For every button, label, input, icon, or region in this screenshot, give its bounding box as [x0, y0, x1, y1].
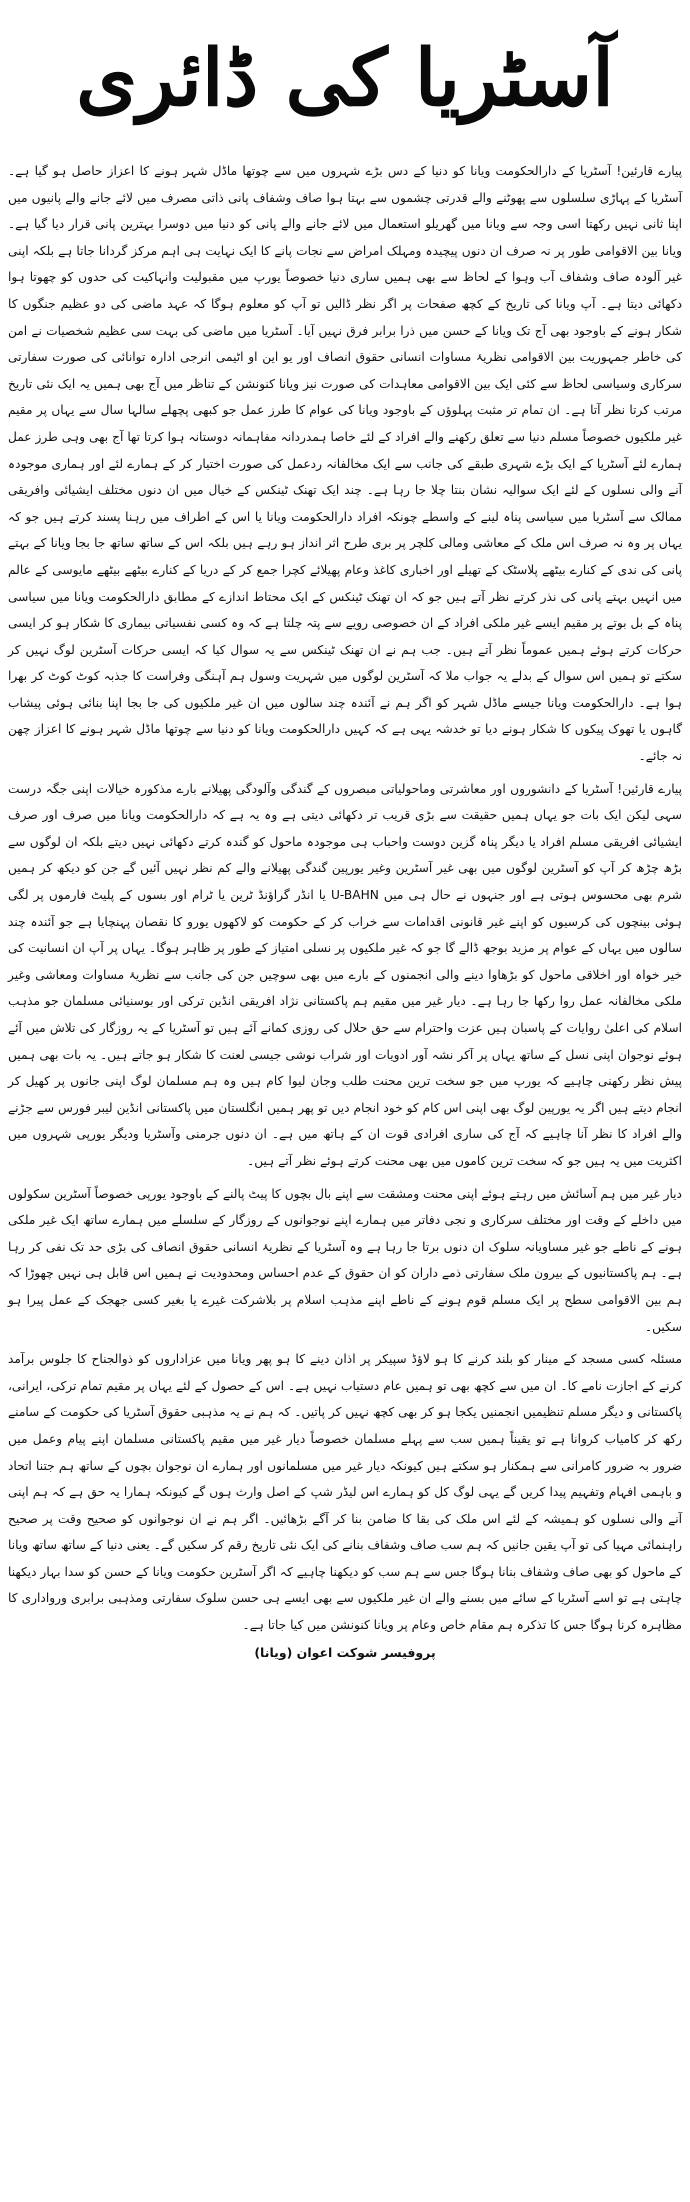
article-paragraph: مسئلہ کسی مسجد کے مینار کو بلند کرنے کا ہو لاؤڈ سپیکر پر اذان دینے کا ہو پھر ویانا میں عزاداروں کو ذوالجناح کا جلوس برآمد کرنے کے اجازت نامے کا۔ ان میں سے کچھ بھی تو ہمیں عام دستیاب نہیں ہے۔ اس کے حصول کے لئے یہاں پر مقیم تمام ترکی، ایرانی، پاکستانی و دیگر مسلم تنظیمیں انجمنیں یکجا ہو کر بھی کچھ نہیں کر پاتیں۔ کہ ہم نے یہ مذہبی حقوق آسٹریا کی حکومت کے سامنے رکھ کر کامیاب کروانا ہے تو یقیناً ہمیں سب سے پہلے مسلمان خصوصاً دیار غیر میں مقیم پاکستانی مسلمان اپنے پیام وعمل میں ضرور بہ ضرور کامرانی سے ہمکنار ہو سکتے ہیں کیونکہ دیار غیر میں مسلمانوں اور ہمارے ان نوجوان بچوں کے ساتھ ہم جتنا اتحاد و باہمی افہام وتفہیم پیدا کریں گے یہی لوگ کل کو ہمارے اس لیڈر شپ کے اصل وارث ہوں گے کیونکہ ہمارا یہ حق ہے کہ ہم اپنی آنے والی نسلوں کو ہمیشہ کے لئے اس ملک کی بقا کا ضامن بنا کر آگے بڑھائیں۔ اگر ہم نے ان نوجوانوں کو صحیح وقت پر صحیح راہنمائی مہیا کی تو آپ یقین جانیں کہ ہم سب صاف وشفاف بنانے کی ایک نئی تاریخ رقم کر سکیں گے۔ یعنی دنیا کے ساتھ ساتھ ویانا کے ماحول کو بھی صاف وشفاف بنانا ہوگا جس سے ہم سب کو دیکھنا چاہیے کہ اگر آسٹرین حکومت ویانا کے حسن کو سدا بہار دیکھنا چاہتی ہے تو اسے آسٹریا کے سائے میں بسنے والے ان غیر ملکیوں سے بھی ایسے ہی حسن سلوک سفارتی ومذہبی برابری ورواداری کا مظاہرہ کرنا ہوگا جس کا تذکرہ ہم مقام خاص وعام پر ویانا کنونشن میں کیا جاتا ہے۔	[8, 1352, 682, 1633]
article-paragraph: پیارے قارئین! آسٹریا کے دارالحکومت ویانا کو دنیا کے دس بڑے شہروں میں سے چوتھا ماڈل شہر ہونے کا اعزاز حاصل ہو گیا ہے۔ آسٹریا کے پہاڑی سلسلوں سے پھوٹنے والے قدرتی چشموں سے بہتا ہوا صاف وشفاف پانی ذاتی مصرف میں لائے جانے والے پانیوں میں اپنا ثانی نہیں رکھتا اسی وجہ سے ویانا میں گھریلو استعمال میں لائے جانے والے پانی کو دنیا میں دوسرا بہترین پانی قرار دیا گیا ہے۔ ویانا بین الاقوامی طور پر نہ صرف ان دنوں پیچیدہ ومہلک امراض سے نجات پانے کا ایک نہایت ہی اہم مرکز گردانا جاتا ہے بلکہ اپنی غیر آلودہ صاف وشفاف آب وہوا کے لحاظ سے بھی ہمیں ساری دنیا خصوصاً یورپ میں مقبولیت وانہاکیت کی حدوں کو چھوتا ہوا دکھائی دیتا ہے۔ آپ ویانا کی تاریخ کے کچھ صفحات پر اگر نظر ڈالیں تو آپ کو معلوم ہوگا کہ عہد ماضی کی دو عظیم جنگوں کا شکار ہونے کے باوجود بھی آج تک ویانا کے حسن میں ذرا برابر فرق نہیں آیا۔ آسٹریا میں ماضی کی بہت سی عظیم شخصیات نے امن کی خاطر جمہوریت بین الاقوامی نظریۂ مساوات انسانی حقوق انصاف اور یو این او اٹیمی انرجی ادارہ توانائی کی صورت سفارتی سرکاری وسیاسی لحاظ سے کئی ایک بین الاقوامی معاہدات کی صورت نیز ویانا کنونشن کے تناظر میں آج بھی ہمیں یہ ایک نئی تاریخ مرتب کرتا نظر آتا ہے۔ ان تمام تر مثبت پہلوؤں کے باوجود ویانا کی عوام کا طرز عمل جو کبھی پچھلے سالہا سال سے یہاں پر مقیم غیر ملکیوں خصوصاً مسلم دنیا سے تعلق رکھنے والے افراد کے لئے خاصا ہمدردانہ مفاہمانہ دوستانہ ہوا کرتا تھا آج بھی وہی طرز عمل ہمارے لئے آسٹریا کے ایک بڑے شہری طبقے کی جانب سے ایک مخالفانہ ردعمل کی صورت اختیار کر کے ہمارے لئے اور ہماری موجودہ آنے والی نسلوں کے لئے ایک سوالیہ نشان بنتا چلا جا رہا ہے۔ چند ایک تھنک ٹینکس کے خیال میں ان دنوں مختلف ایشیائی وافریقی ممالک سے آسٹریا میں سیاسی پناہ لینے کے واسطے چونکہ افراد دارالحکومت ویانا یا اس کے اطراف میں رہنا پسند کرتے ہیں جو کہ یہاں پر وہ نہ صرف اس ملک کے معاشی ومالی کلچر پر بری طرح اثر انداز ہو رہے ہیں بلکہ اس کے ساتھ ساتھ جا بجا ویانا کے بہتے پانی کی ندی کے کنارے بیٹھے پلاسٹک کے تھیلے اور اخباری کاغذ وعام پھیلائے کچرا جمع کر کے دریا کے کنارے بیٹھے بیٹھے مایوسی کے عالم میں انہیں بہتے پانی کی نذر کرتے نظر آتے ہیں جو کہ ان تھنک ٹینکس کے ایک محتاط اندازے کے مطابق دارالحکومت ویانا میں سیاسی پناہ کے بل بوتے پر مقیم ایسے غیر ملکی افراد کے ان خصوصی رویے سے پتہ چلتا ہے کہ وہ کسی نفسیاتی بیماری کا شکار ہو کر ایسی حرکات کرتے ہوئے ہمیں عموماً نظر آتے ہیں۔ جب ہم نے ان تھنک ٹینکس سے یہ سوال کیا کہ ایسی حرکات آسٹرین لوگ نہیں کر سکتے تو ہمیں اس سوال کے بدلے یہ جواب ملا کہ آسٹرین لوگوں میں شہریت وسول ہم آہنگی وفراست کا جذبہ کوٹ کوٹ کر بھرا ہوا ہے۔ دارالحکومت ویانا جیسے ماڈل شہر کو اگر ہم نے آئندہ چند سالوں میں ان غیر ملکیوں کی جا بجا اپنا بنائی ہوئی پیشاب گاہوں یا تھوک پیکوں کا شکار ہونے دیا تو خدشہ یہی ہے کہ کہیں دارالحکومت ویانا کو دنیا سے چوتھا ماڈل شہر ہونے کا اعزاز چھن نہ جائے۔	[8, 164, 682, 764]
article-paragraph: پیارے قارئین! آسٹریا کے دانشوروں اور معاشرتی وماحولیاتی مبصروں کے گندگی وآلودگی پھیلانے بارے مذکورہ خیالات اپنی جگہ درست سہی لیکن ایک بات جو یہاں ہمیں حقیقت سے بڑی قریب تر دکھائی دیتی ہے وہ یہ ہے کہ دارالحکومت ویانا میں صرف اور صرف ایشیائی افریقی مسلم افراد یا دیگر پناہ گزین دوست واحباب ہی موجودہ ماحول کو گندہ کرتے دکھائی نہیں دیتے بلکہ ان لوگوں سے بڑھ چڑھ کر آپ کو آسٹرین لوگوں میں بھی غیر آسٹرین وغیر یورپین گندگی پھیلانے والے کم نظر نہیں آئیں گے جن کو دیکھ کر ہمیں شرم بھی محسوس ہوتی ہے اور جنہوں نے حال ہی میں U-BAHN یا انڈر گراؤنڈ ٹرین یا ٹرام اور بسوں کے پلیٹ فارموں پر لگی ہوئی بینچوں کی کرسیوں کو اپنے غیر قانونی اقدامات سے خراب کر کے حکومت کو لاکھوں یورو کا نقصان پہنچایا ہے جو آئندہ چند سالوں میں یہاں کے عوام پر مزید بوجھ ڈالے گا جو کہ غیر ملکیوں پر نسلی امتیاز کے طور پر ظاہر ہوگا۔ یہاں پر آپ ان انسانیت کی خیر خواہ اور اخلاقی ماحول کو بڑھاوا دینے والی انجمنوں کے بارے میں بھی سوچیں جن کی جانب سے نظریۂ مساوات ومعاشی وغیر ملکی مخالفانہ عمل روا رکھا جا رہا ہے۔ دیار غیر میں مقیم ہم پاکستانی نژاد افریقی انڈین ترکی اور بوسنیائی مسلمان جو مذہب اسلام کی اعلیٰ روایات کے پاسبان ہیں عزت واحترام سے حق حلال کی روزی کمانے آئے ہیں تو آسٹریا کے یہ روزگار کی تلاش میں آئے ہوئے نوجوان اپنی نسل کے ساتھ یہاں پر آکر نشہ آور ادویات اور شراب نوشی جیسی لعنت کا شکار ہو جاتے ہیں۔ یہ بات بھی ہمیں پیش نظر رکھنی چاہیے کہ یورپ میں جو سخت ترین محنت طلب وجان لیوا کام ہیں وہ ہم مسلمان لوگ اپنی جانوں پر کھیل کر انجام دیتے ہیں اگر یہ یورپین لوگ بھی اپنی اس کام کو خود انجام دیں تو پھر ہمیں انگلستان میں پاکستانی انڈین لیبر فورس سے جڑنے والے افراد کا نظر آنا چاہیے کہ آج کی ساری افرادی قوت ان کے ہاتھ میں ہے۔ ان دنوں جرمنی وآسٹریا ودیگر یورپی شہروں میں اکثریت میں یہ ہیں جو کہ سخت ترین کاموں میں بھی محنت کرتے ہوئے نظر آتے ہیں۔	[8, 781, 682, 1168]
masthead	[8, 0, 682, 158]
column-title: آسٹریا کی ڈائری	[76, 33, 614, 124]
article-paragraph: دیار غیر میں ہم آسائش میں رہتے ہوئے اپنی محنت ومشقت سے اپنے بال بچوں کا پیٹ پالنے کے باوجود یورپی خصوصاً آسٹرین سکولوں میں داخلے کے وقت اور مختلف سرکاری و نجی دفاتر میں ہمارے اپنے نوجوانوں کے روزگار کے سلسلے میں ہمارے ساتھ ایک غیر ملکی ہونے کے ناطے جو غیر مساویانہ سلوک ان دنوں برتا جا رہا ہے وہ آسٹریا کے نظریۂ انسانی حقوق انصاف کی بڑی حد تک نفی کر رہا ہے۔ ہم پاکستانیوں کے بیرون ملک سفارتی ذمے داران کو ان حقوق کے عدم احساس ومحدودیت نے ہمیں اس قابل ہی نہیں چھوڑا کہ ہم بین الاقوامی سطح پر ایک مسلم قوم ہونے کے ناطے اپنے مذہب اسلام پر بلاشرکت غیرے یا بغیر کسی جھجک کے عمل پیرا ہو سکیں۔	[8, 1186, 682, 1334]
article-body	[8, 158, 682, 1639]
author-byline: پروفیسر شوکت اعوان (ویانا)	[254, 1644, 436, 1660]
